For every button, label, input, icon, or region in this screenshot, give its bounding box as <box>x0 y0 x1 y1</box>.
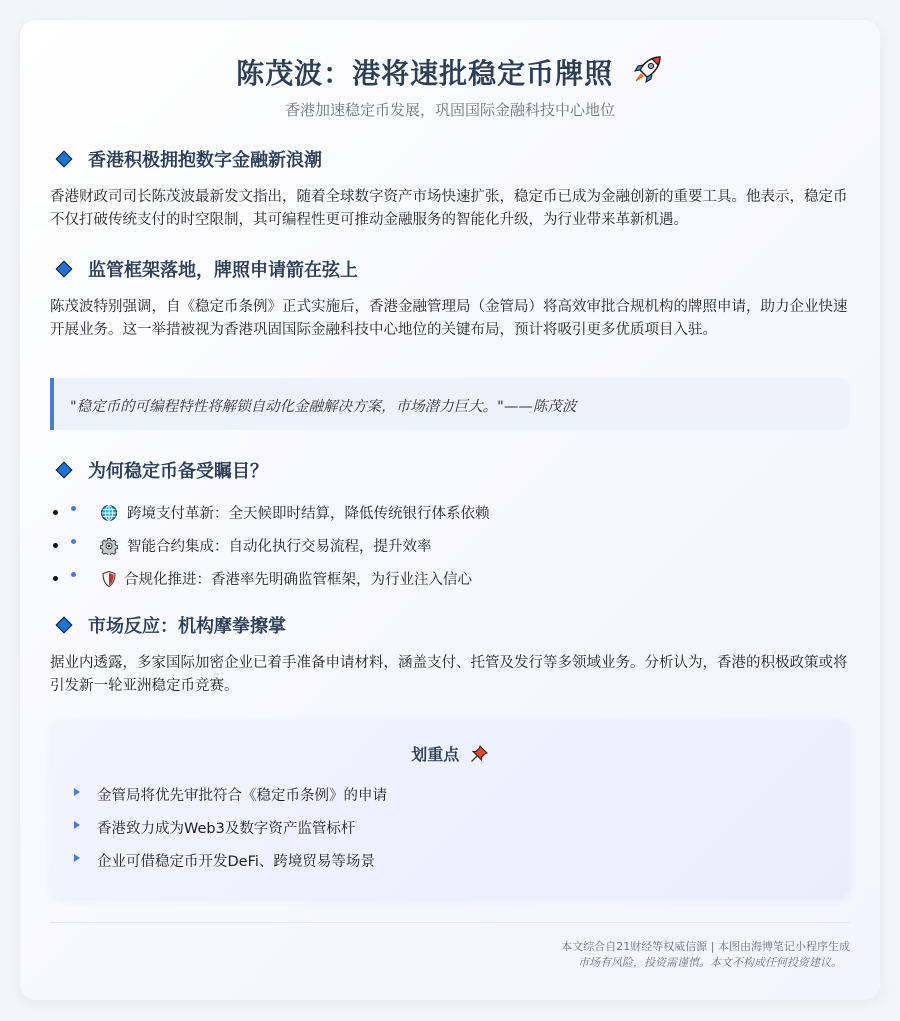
list-item-text: 跨境支付革新：全天候即时结算，降低传统银行体系依赖 <box>127 506 490 522</box>
footer <box>561 939 850 971</box>
page-title <box>20 52 880 92</box>
key-point-item <box>72 844 387 877</box>
bullet-dot-icon <box>53 543 58 548</box>
bullet-dot-icon <box>71 539 76 544</box>
list-item <box>50 529 490 562</box>
subtitle: 香港加速稳定币发展，巩固国际金融科技中心地位 <box>284 101 615 119</box>
key-point-item <box>72 811 387 844</box>
diamond-icon <box>56 462 73 479</box>
key-points-list <box>72 778 387 877</box>
triangle-bullet-icon <box>74 821 80 829</box>
section-heading-text: 香港积极拥抱数字金融新浪潮 <box>88 150 322 171</box>
reasons-list <box>50 496 490 595</box>
key-points-box <box>50 720 850 898</box>
diamond-icon <box>56 617 73 634</box>
section-heading-market-reaction <box>53 612 286 638</box>
diamond-icon <box>56 151 73 168</box>
key-points-title <box>50 742 850 765</box>
rocket-icon <box>630 53 664 87</box>
diamond-icon <box>56 261 73 278</box>
footer-divider <box>50 922 850 923</box>
gear-icon <box>100 537 118 555</box>
list-item <box>50 496 490 529</box>
article-card <box>20 20 880 1000</box>
list-item-text: 智能合约集成：自动化执行交易流程，提升效率 <box>127 539 432 555</box>
triangle-bullet-icon <box>74 854 80 862</box>
quote-block: "稳定币的可编程特性将解锁自动化金融解决方案，市场潜力巨大。"——陈茂波 <box>50 378 850 430</box>
section-heading-regulation <box>53 256 358 282</box>
section-body-regulation: 陈茂波特别强调，自《稳定币条例》正式实施后，香港金融管理局（金管局）将高效审批合规机构的牌照申请，助力企业快速开展业务。这一举措被视为香港巩固国际金融科技中心地位的关键布局，预计将吸引更多优质项目入驻。 <box>50 299 848 338</box>
footer-disclaimer: 市场有风险，投资需谨慎。本文不构成任何投资建议。 <box>578 956 842 969</box>
pushpin-icon <box>469 744 489 764</box>
section-heading-text: 为何稳定币备受瞩目？ <box>88 461 268 482</box>
key-point-text: 香港致力成为Web3及数字资产监管标杆 <box>97 821 356 837</box>
section-heading-why-stablecoin <box>53 457 268 483</box>
section-body-digital-finance: 香港财政司司长陈茂波最新发文指出，随着全球数字资产市场快速扩张，稳定币已成为金融创新的重要工具。他表示，稳定币不仅打破传统支付的时空限制，其可编程性更可推动金融服务的智能化升级，为行业带来革新机遇。 <box>50 189 848 228</box>
key-point-text: 金管局将优先审批符合《稳定币条例》的申请 <box>97 788 387 804</box>
footer-source: 本文综合自21财经等权威信源 | 本图由海博笔记小程序生成 <box>561 940 850 953</box>
section-heading-digital-finance <box>53 146 322 172</box>
key-points-title-text: 划重点 <box>411 745 460 764</box>
triangle-bullet-icon <box>74 788 80 796</box>
globe-icon <box>100 504 118 522</box>
list-item-text: 合规化推进：香港率先明确监管框架，为行业注入信心 <box>124 572 472 588</box>
list-item <box>50 562 490 595</box>
bullet-dot-icon <box>71 506 76 511</box>
key-point-item <box>72 778 387 811</box>
title-text: 陈茂波：港将速批稳定币牌照 <box>236 57 614 90</box>
section-body-market-reaction: 据业内透露，多家国际加密企业已着手准备申请材料，涵盖支付、托管及发行等多领域业务。分析认为，香港的积极政策或将引发新一轮亚洲稳定币竞赛。 <box>50 655 848 694</box>
key-point-text: 企业可借稳定币开发DeFi、跨境贸易等场景 <box>97 854 375 870</box>
section-heading-text: 监管框架落地，牌照申请箭在弦上 <box>88 260 358 281</box>
bullet-dot-icon <box>53 576 58 581</box>
shield-icon <box>100 570 118 588</box>
bullet-dot-icon <box>71 572 76 577</box>
bullet-dot-icon <box>53 510 58 515</box>
section-heading-text: 市场反应：机构摩拳擦掌 <box>88 616 286 637</box>
